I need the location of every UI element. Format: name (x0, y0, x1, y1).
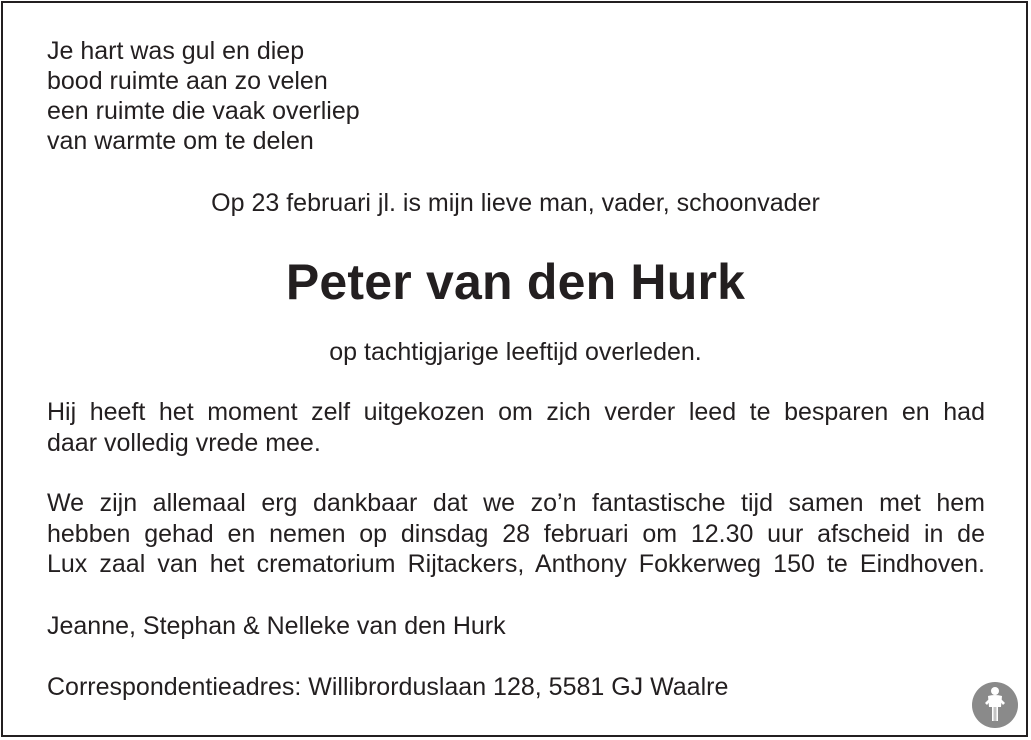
paragraph-ceremony (47, 488, 985, 580)
intro-line: Op 23 februari jl. is mijn lieve man, vader, schoonvader (211, 189, 820, 217)
paragraph-line: hebben gehad en nemen op dinsdag 28 februari om 12.30 uur afscheid in de (47, 519, 985, 548)
poem-line: een ruimte die vaak overliep (47, 97, 360, 125)
poem-line: bood ruimte aan zo velen (47, 67, 328, 95)
age-line: op tachtigjarige leeftijd overleden. (329, 338, 702, 366)
poem-line: Je hart was gul en diep (47, 37, 305, 65)
paragraph-line: daar volledig vrede mee. (47, 428, 321, 457)
poem-line: van warmte om te delen (47, 127, 314, 155)
correspondence-address: Correspondentieadres: Willibrorduslaan 128, 5581 GJ Waalre (47, 673, 729, 701)
memorial-figure-icon (971, 681, 1019, 729)
paragraph-line: Lux zaal van het crematorium Rijtackers, Anthony Fokkerweg 150 te Eindhoven. (47, 550, 985, 578)
deceased-name: Peter van den Hurk (285, 254, 746, 310)
paragraph-farewell (47, 397, 985, 458)
paragraph-line: Hij heeft het moment zelf uitgekozen om zich verder leed te besparen en had (47, 398, 985, 426)
paragraph-line: We zijn allemaal erg dankbaar dat we zo’n fantastische tijd samen met hem (47, 489, 985, 517)
signers: Jeanne, Stephan & Nelleke van den Hurk (47, 612, 506, 640)
poem (47, 36, 360, 156)
